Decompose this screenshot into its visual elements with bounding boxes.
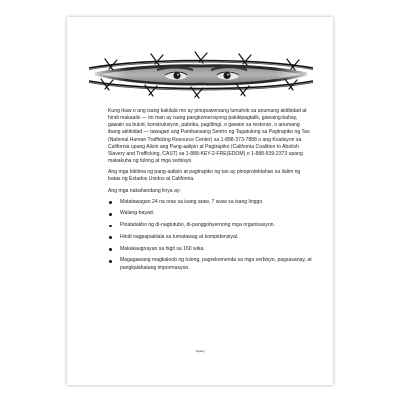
bullet-icon bbox=[109, 201, 112, 204]
footer-text bbox=[67, 350, 333, 353]
document-page bbox=[67, 17, 333, 385]
protection-paragraph: Ang mga biktima ng pang-aalipin at pagtrapiko ng tao ay pinoprotektahan sa ilalim ng batas ng Estados Unidos at California. bbox=[108, 169, 301, 183]
barbed-wire-eyes-image bbox=[87, 50, 315, 100]
bullet-icon bbox=[109, 248, 112, 251]
list-item: Magagawang magkaloob ng tulong, pagrekomenda sa mga serbisyo, pagsasanay, at pangkalahatang impormasyon. bbox=[108, 257, 313, 271]
bullet-icon bbox=[109, 225, 112, 228]
list-item: Matatawagan 24 na oras sa isang araw, 7 araw sa isang linggo. bbox=[108, 199, 313, 206]
intro-paragraph: Kung ikaw o ang isang kakilala mo ay pinupuwersang lumahok sa anumang aktibidad at hindi makaalis — ito man ay isang pangkomersiyong pakikipagtalik, gawaing-bahay, gawain sa bukid, konstruksiyon, pabrika, pagtitingi, o gawain sa restoran, o anumang ibang aktibidad — tawagan ang Pambansang Sentro ng Tagatulong sa Pagtrapiko ng Tao (National Human Trafficking Resource Center) sa 1-888-373-7888 o ang Koalisyon sa California upang Alisin ang Pang-aalipin at Pagtrapiko (California Coalition to Abolish Slavery and Trafficking, CAST) sa 1-888-KEY-2-FRE(EDOM) o 1-888-539-2373 upang makakuha ng tulong at mga serbisyo. bbox=[108, 108, 310, 165]
bullet-icon bbox=[109, 213, 112, 216]
list-item: Makakaugnayan sa higit sa 160 wika. bbox=[108, 246, 313, 253]
hotline-features-list bbox=[108, 199, 313, 272]
bullet-icon bbox=[109, 236, 112, 239]
footer-line-1: Tagalog bbox=[195, 350, 205, 353]
list-item: Walang-bayad. bbox=[108, 210, 313, 217]
bullet-icon bbox=[109, 260, 112, 263]
list-item: Pinatatakbo ng di-nagtutubo, di-panggobyernong mga organisasyon. bbox=[108, 222, 313, 229]
list-item: Hindi nagpapakilala sa tumatawag at kompidensiyal. bbox=[108, 234, 313, 241]
document-body bbox=[108, 108, 313, 276]
hotline-heading: Ang mga nakahandang linya ay: bbox=[108, 187, 181, 194]
